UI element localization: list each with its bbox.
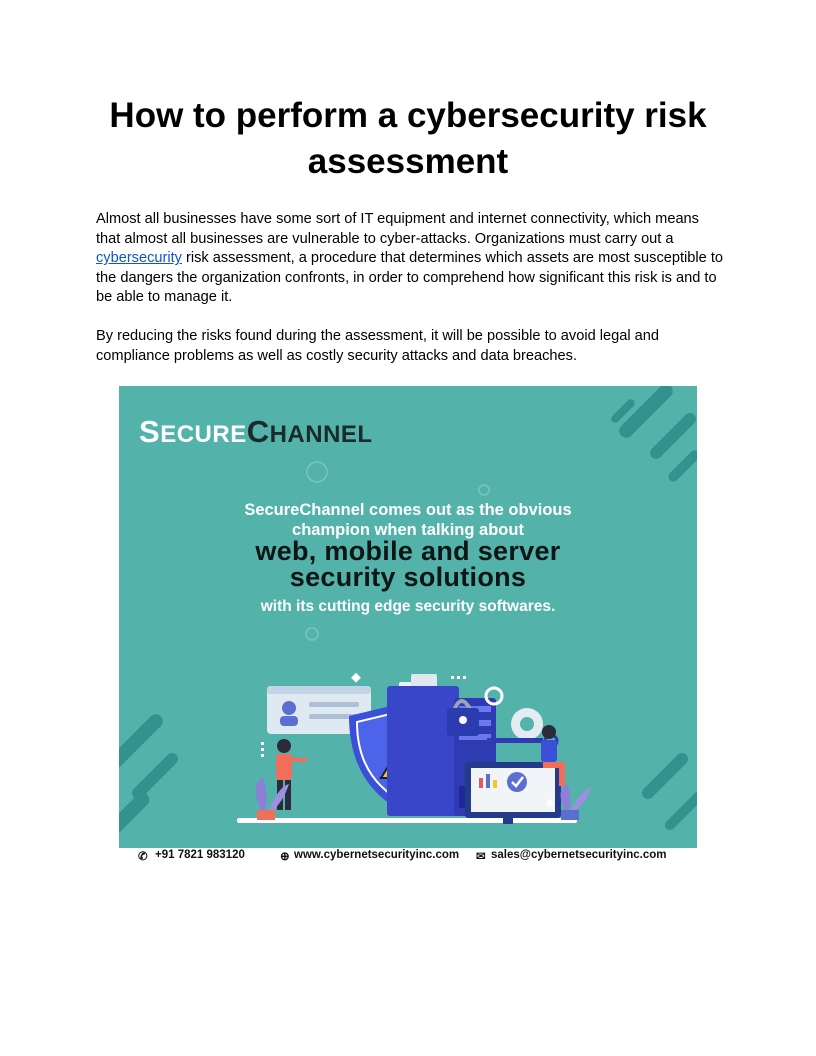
intro-paragraph [96,210,724,308]
intro-text-start: Almost all businesses have some sort of IT equipment and internet connectivity, which means that almost all businesses are vulnerable to cyber-attacks. Organizations must carry out a [96,211,699,247]
page-title: How to perform a cybersecurity risk assessment [109,96,707,181]
mail-icon: ✉ [476,851,486,863]
website-url: www.cybernetsecurityinc.com [294,849,460,861]
banner-tagline: SecureChannel comes out as the obvious champion when talking about [244,501,572,539]
banner-decoration [119,386,697,848]
second-paragraph: By reducing the risks found during the assessment, it will be possible to avoid legal and compliance problems as well as costly security attacks and data breaches. [96,328,659,364]
phone-number: +91 7821 983120 [155,849,245,861]
email-address: sales@cybernetsecurityinc.com [491,849,667,861]
intro-text-end: risk assessment, a procedure that determines which assets are most susceptible to the dangers the organization confronts, in order to comprehend how significant this risk is and to be able to manage it. [96,250,723,306]
banner-headline: web, mobile and server security solutions [255,536,561,592]
banner-subline: with its cutting edge security softwares. [260,598,556,615]
contact-bar [138,849,698,867]
globe-icon: ⊕ [280,851,290,863]
cybersecurity-link[interactable]: cybersecurity [96,250,182,267]
securechannel-logo: SECURECHANNEL [139,414,373,449]
securechannel-banner-image [119,386,697,848]
phone-icon: ✆ [138,851,148,863]
